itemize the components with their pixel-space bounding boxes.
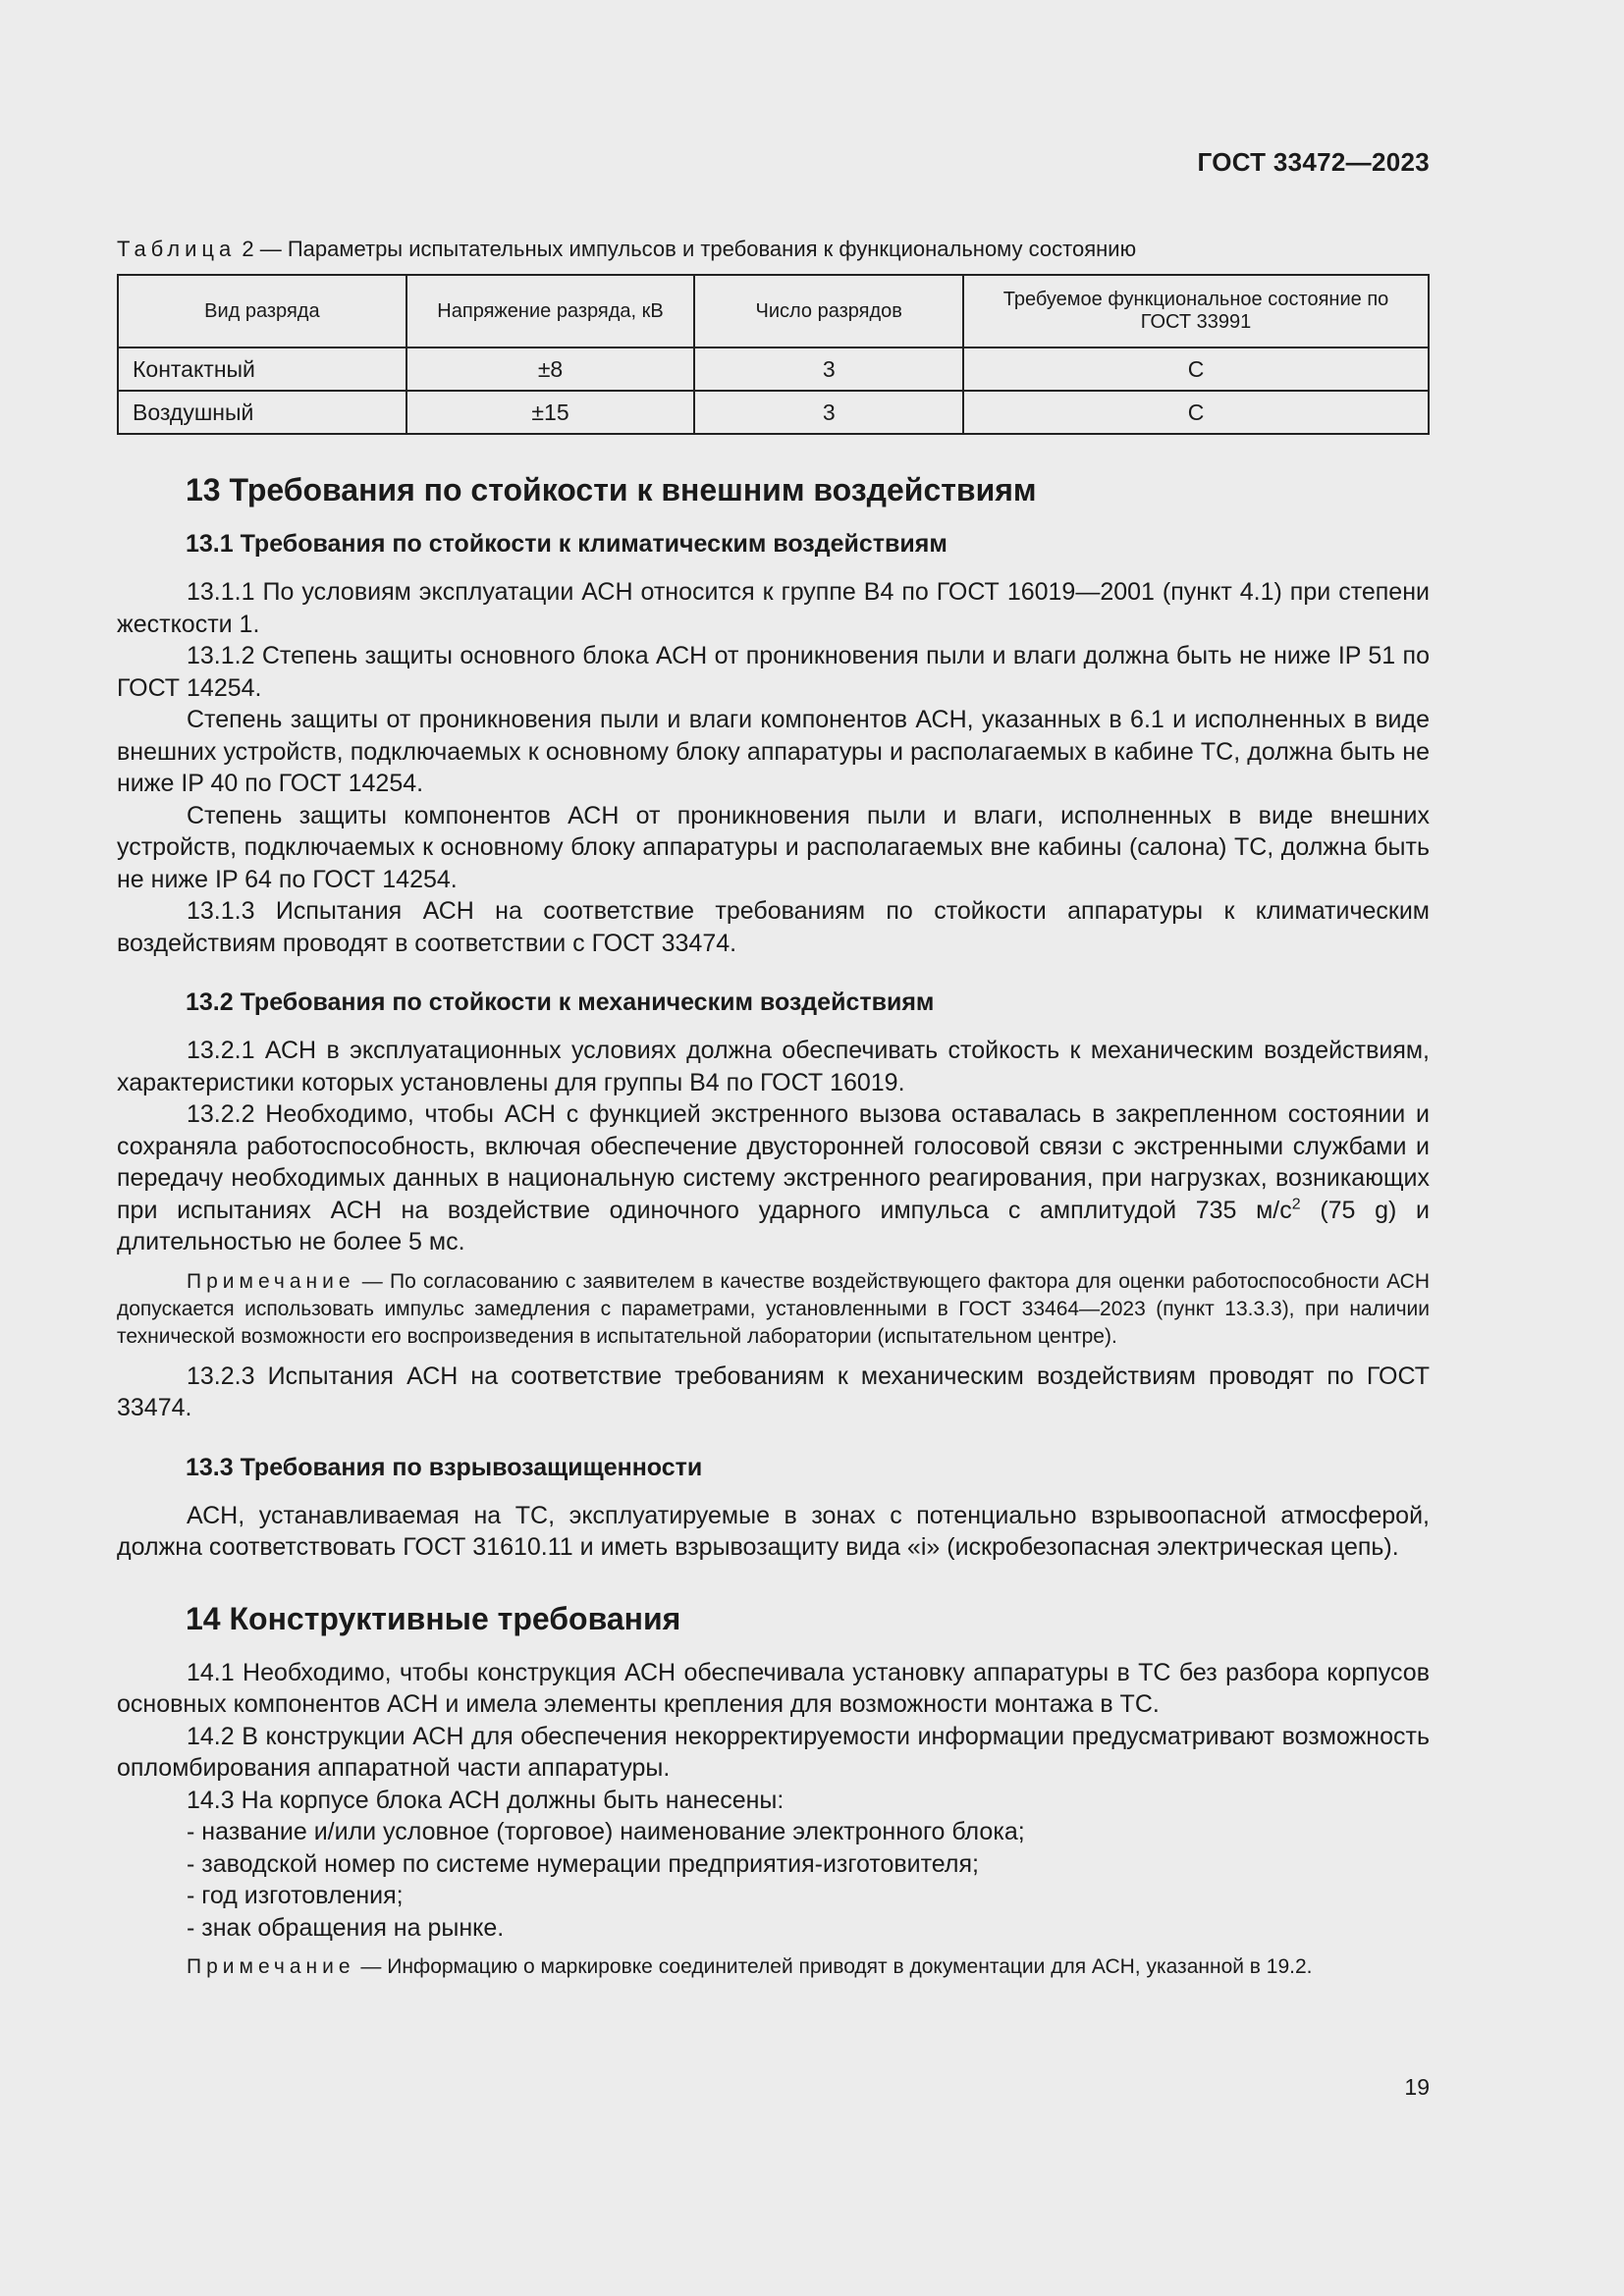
paragraph: 13.2.3 Испытания АСН на соответствие требованиям к механическим воздействиям проводят по ГОСТ 33474. [117, 1362, 1430, 1421]
paragraph-text: (75 g) и длительностью не более 5 мс. [117, 1196, 1430, 1255]
paragraph [117, 1098, 1430, 1258]
list-item: - заводской номер по системе нумерации предприятия-изготовителя; [187, 1849, 979, 1878]
table-row [118, 347, 1429, 391]
note-label: Примечание [187, 1955, 355, 1978]
note-text: — По согласованию с заявителем в качестве воздействующего фактора для оценки работоспособности АСН допускается использовать импульс замедления с параметрами, установленными в ГОСТ 33464—2023 (пункт 13.3.3), при наличии технической возможности его воспроизведения в испытательной лаборатории (испытательном центре). [117, 1269, 1430, 1348]
paragraph: 14.2 В конструкции АСН для обеспечения некорректируемости информации предусматривают возможность опломбирования аппаратной части аппаратуры. [117, 1722, 1430, 1782]
paragraph: 13.2.1 АСН в эксплуатационных условиях должна обеспечивать стойкость к механическим воздействиям, характеристики которых установлены для группы В4 по ГОСТ 16019. [117, 1037, 1430, 1096]
paragraph: 13.1.1 По условиям эксплуатации АСН относится к группе В4 по ГОСТ 16019—2001 (пункт 4.1) при степени жесткости 1. [117, 578, 1430, 638]
table-cell: Контактный [118, 347, 406, 391]
paragraph: 13.1.3 Испытания АСН на соответствие требованиям по стойкости аппаратуры к климатическим воздействиям проводят в соответствии с ГОСТ 33474. [117, 897, 1430, 957]
marking-list [117, 1816, 1430, 1944]
section-13-3-heading: 13.3 Требования по взрывозащищенности [186, 1453, 703, 1481]
column-header: Вид разряда [118, 275, 406, 347]
superscript: 2 [1291, 1196, 1301, 1213]
paragraph: 13.1.2 Степень защиты основного блока АСН от проникновения пыли и влаги должна быть не ниже IP 51 по ГОСТ 14254. [117, 642, 1430, 702]
table-cell: 3 [694, 347, 963, 391]
document-id: ГОСТ 33472—2023 [1197, 147, 1430, 177]
table-caption-text: 2 — Параметры испытательных импульсов и требования к функциональному состоянию [236, 237, 1137, 261]
column-header: Требуемое функциональное состояние по ГОСТ 33991 [963, 275, 1429, 347]
note [117, 1268, 1430, 1351]
paragraph: Степень защиты компонентов АСН от проникновения пыли и влаги, исполненных в виде внешних устройств, подключаемых к основному блоку аппаратуры и располагаемых вне кабины (салона) ТС, должна быть не ниже IP 64 по ГОСТ 14254. [117, 801, 1430, 893]
list-item: - название и/или условное (торговое) наименование электронного блока; [187, 1818, 1025, 1845]
table-cell: ±15 [406, 391, 695, 434]
page-number: 19 [1404, 2074, 1430, 2100]
paragraph: 14.1 Необходимо, чтобы конструкция АСН обеспечивала установку аппаратуры в ТС без разбора корпусов основных компонентов АСН и имела элементы крепления для возможности монтажа в ТС. [117, 1658, 1430, 1718]
note-text: — Информацию о маркировке соединителей приводят в документации для АСН, указанной в 19.2. [354, 1955, 1313, 1978]
parameters-table [117, 274, 1430, 435]
section-13-1-heading: 13.1 Требования по стойкости к климатическим воздействиям [186, 530, 947, 558]
column-header: Напряжение разряда, кВ [406, 275, 695, 347]
table-caption [117, 237, 1430, 262]
table-cell: С [963, 347, 1429, 391]
section-13-heading: 13 Требования по стойкости к внешним воздействиям [186, 472, 1037, 507]
paragraph: АСН, устанавливаемая на ТС, эксплуатируемые в зонах с потенциально взрывоопасной атмосферой, должна соответствовать ГОСТ 31610.11 и иметь взрывозащиту вида «i» (искробезопасная электрическая цепь). [117, 1501, 1430, 1561]
section-13-2-heading: 13.2 Требования по стойкости к механическим воздействиям [186, 988, 935, 1016]
note [117, 1953, 1430, 1981]
column-header: Число разрядов [694, 275, 963, 347]
paragraph: Степень защиты от проникновения пыли и влаги компонентов АСН, указанных в 6.1 и исполненных в виде внешних устройств, подключаемых к основному блоку аппаратуры и располагаемых в кабине ТС, должна быть не ниже IP 40 по ГОСТ 14254. [117, 706, 1430, 797]
table-row [118, 391, 1429, 434]
section-14-heading: 14 Конструктивные требования [186, 1600, 681, 1636]
paragraph-text: 13.2.2 Необходимо, чтобы АСН с функцией экстренного вызова оставалась в закрепленном состоянии и сохраняла работоспособность, включая обеспечение двусторонней голосовой связи с экстренными службами и передачу необходимых данных в национальную систему экстренного реагирования, при нагрузках, возникающих при испытаниях АСН на воздействие одиночного ударного импульса с амплитудой 735 м/с [117, 1100, 1430, 1224]
note-label: Примечание [187, 1269, 355, 1293]
list-item: - год изготовления; [187, 1882, 404, 1909]
table-cell: ±8 [406, 347, 695, 391]
table-header-row [118, 275, 1429, 347]
table-cell: Воздушный [118, 391, 406, 434]
table-caption-label: Таблица [117, 237, 237, 261]
table-cell: С [963, 391, 1429, 434]
paragraph: 14.3 На корпусе блока АСН должны быть нанесены: [187, 1786, 785, 1814]
list-item: - знак обращения на рынке. [187, 1913, 505, 1942]
table-cell: 3 [694, 391, 963, 434]
